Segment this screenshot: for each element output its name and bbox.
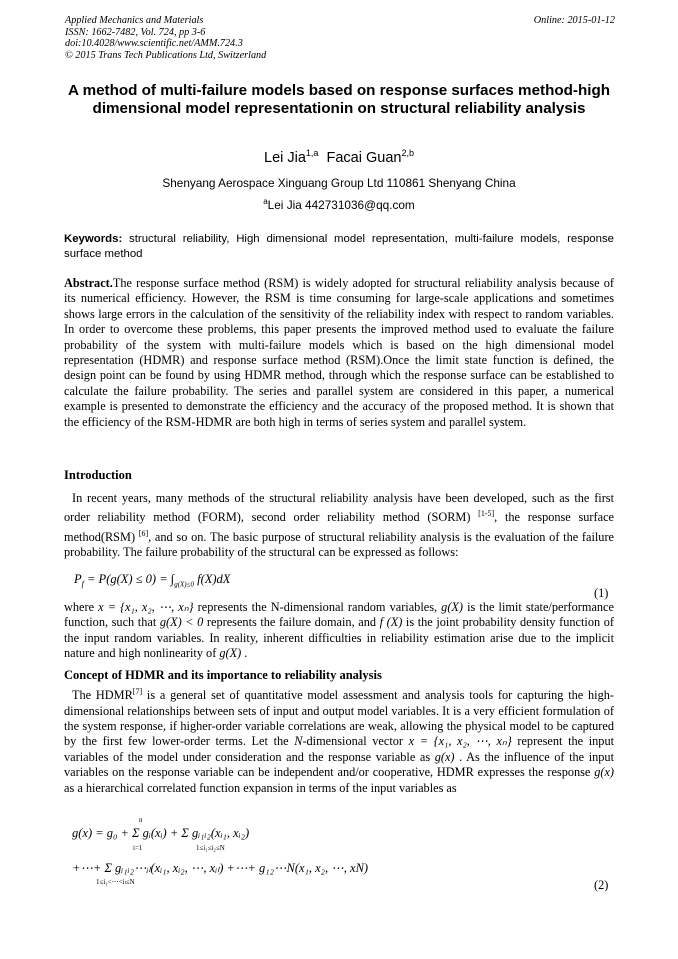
math-inline: g(x) [594, 765, 614, 780]
journal-name: Applied Mechanics and Materials [65, 15, 204, 26]
paper-title: A method of multi-failure models based on response surfaces method-high dimensional model representationin on structural reliability analysis [67, 82, 611, 117]
author-affil-mark: 2,b [401, 148, 414, 158]
equation-number: (2) [594, 878, 609, 892]
author-list [0, 148, 678, 166]
eq-term: = P(g(X) ≤ 0) = ∫ [83, 572, 175, 586]
equation-2-line-2: +⋯+ Σ gᵢ₁ᵢ₂⋯ᵢₗ(xᵢ₁, xᵢ₂, ⋯, xᵢₗ) +⋯+ g₁₂⋯N(x₁, x₂, ⋯, xN) [72, 861, 369, 875]
abstract [64, 276, 614, 430]
where-text: represents the failure domain, and [203, 615, 380, 630]
author-name: Lei Jia [264, 149, 306, 166]
equation-1 [74, 572, 230, 589]
sum-lower-limit: 1≤i₁≤i₂≤N [196, 844, 225, 852]
abstract-text: The response surface method (RSM) is widely adopted for structural reliability analysis because of its numerical efficiency. However, the RSM is time consuming for large-scale applications and sometimes shows large errors in the calculation of the sensitivity of the reliability index with respect to random variables. In order to overcome these problems, this paper presents the improved method used to evaluate the failure probability of the system with multi-failure models which is based on the high dimensional model representation (HDMR) and response surface method (RSM).Once the limit state function is defined, the design point can be found by using HDMR method, through which the response surface can be established to calculate the failure probability. The series and parallel system are considered in this paper, a numerical example is presented to demonstrate the efficiency and the accuracy of the proposed method. It is shown that the efficiency of the RSM-HDMR are both high in terms of series system and parallel system. [64, 276, 614, 429]
sum-lower-limit: 1≤i₁<⋯<iₗ≤N [96, 878, 135, 886]
affiliation: Shenyang Aerospace Xinguang Group Ltd 110861 Shenyang China [162, 176, 516, 190]
citation: [6] [138, 528, 149, 538]
math-inline: f (X) [379, 615, 403, 630]
concept-text: as a hierarchical correlated function expansion in terms of the input variables as [64, 780, 457, 795]
author-affil-mark: 1,a [305, 148, 319, 158]
math-inline: g(x) [434, 749, 455, 764]
eq-subscript: g(X)≤0 [174, 580, 194, 589]
math-inline: g(X) [441, 600, 464, 614]
concept-text: -dimensional vector [302, 734, 409, 749]
intro-text: , the response surface method(RSM) [64, 510, 614, 544]
issn-line: ISSN: 1662-7482, Vol. 724, pp 3-6 [65, 26, 206, 38]
equation-number: (1) [594, 586, 609, 600]
eq-term: f(X)dX [193, 572, 231, 586]
math-inline: g(X) < 0 [159, 615, 204, 630]
citation: [7] [132, 687, 143, 696]
author-name: Facai Guan [326, 149, 402, 166]
where-text: . [241, 646, 248, 661]
journal-header [65, 15, 615, 61]
author-email [0, 197, 678, 212]
concept-text: The HDMR [72, 688, 133, 703]
concept-paragraph [64, 684, 614, 796]
email-text: Lei Jia 442731036@qq.com [267, 197, 415, 212]
concept-text: . As the influence of the input variables on the response variable can be independent and/or cooperative, HDMR expresses the response [64, 749, 614, 780]
math-inline: x = {x₁, x₂, ⋯, xₙ} [98, 600, 194, 614]
citation: [1-5] [478, 509, 495, 519]
doi-line: doi:10.4028/www.scientific.net/AMM.724.3 [65, 38, 243, 50]
online-date: Online: 2015-01-12 [533, 15, 615, 26]
where-text: represents the N-dimensional random variables, [193, 600, 442, 614]
section-heading-introduction: Introduction [64, 468, 132, 482]
math-inline: N [294, 734, 303, 749]
concept-text: is a general set of quantitative model assessment and analysis tools for capturing the high-dimensional relationships between sets of input and output model variables. It is a very efficient formulation of the system response, if higher-order variable correlations are weak, allowing the physical model to be captured by the first few lower-order terms. Let the [64, 688, 614, 749]
email-mark: a [263, 197, 268, 206]
eq-subscript: f [81, 579, 84, 589]
where-text: is the limit state/performance function, such that [64, 600, 614, 630]
sum-upper-limit: n [139, 816, 143, 824]
sum-lower-limit: i=1 [133, 844, 143, 852]
keywords-label: Keywords: [64, 233, 123, 245]
intro-text: In recent years, many methods of the structural reliability analysis have been developed, such as the first order reliability method (FORM), second order reliability method (SORM) [64, 491, 614, 525]
where-paragraph [64, 600, 614, 662]
introduction-paragraph [64, 491, 614, 561]
keywords [64, 232, 614, 262]
intro-text: , and so on. The basic purpose of structural reliability analysis is the evaluation of the failure probability. The failure probability of the structural can be expressed as follows: [64, 530, 614, 560]
math-inline: g(X) [219, 646, 242, 661]
copyright-line: © 2015 Trans Tech Publications Ltd, Switzerland [65, 49, 267, 61]
math-inline: x = {x₁, x₂, ⋯, xₙ} [408, 734, 512, 749]
keywords-text: structural reliability, High dimensional model representation, multi-failure models, response surface method [64, 233, 614, 260]
where-text: is the joint probability density function of the input random variables. In reality, inherent difficulties in reliability estimation arise due to the implicit nature and high nonlinearity of [64, 615, 614, 661]
eq-symbol: P [74, 572, 82, 586]
equation-2-line-1: g(x) = g₀ + Σ gᵢ(xᵢ) + Σ gᵢ₁ᵢ₂(xᵢ₁, xᵢ₂) [72, 826, 250, 840]
where-text: where [64, 600, 99, 614]
section-heading-concept: Concept of HDMR and its importance to reliability analysis [64, 668, 382, 682]
abstract-label: Abstract. [64, 276, 113, 290]
concept-text: represent the input variables of the model under consideration and the response variable as [64, 734, 615, 764]
